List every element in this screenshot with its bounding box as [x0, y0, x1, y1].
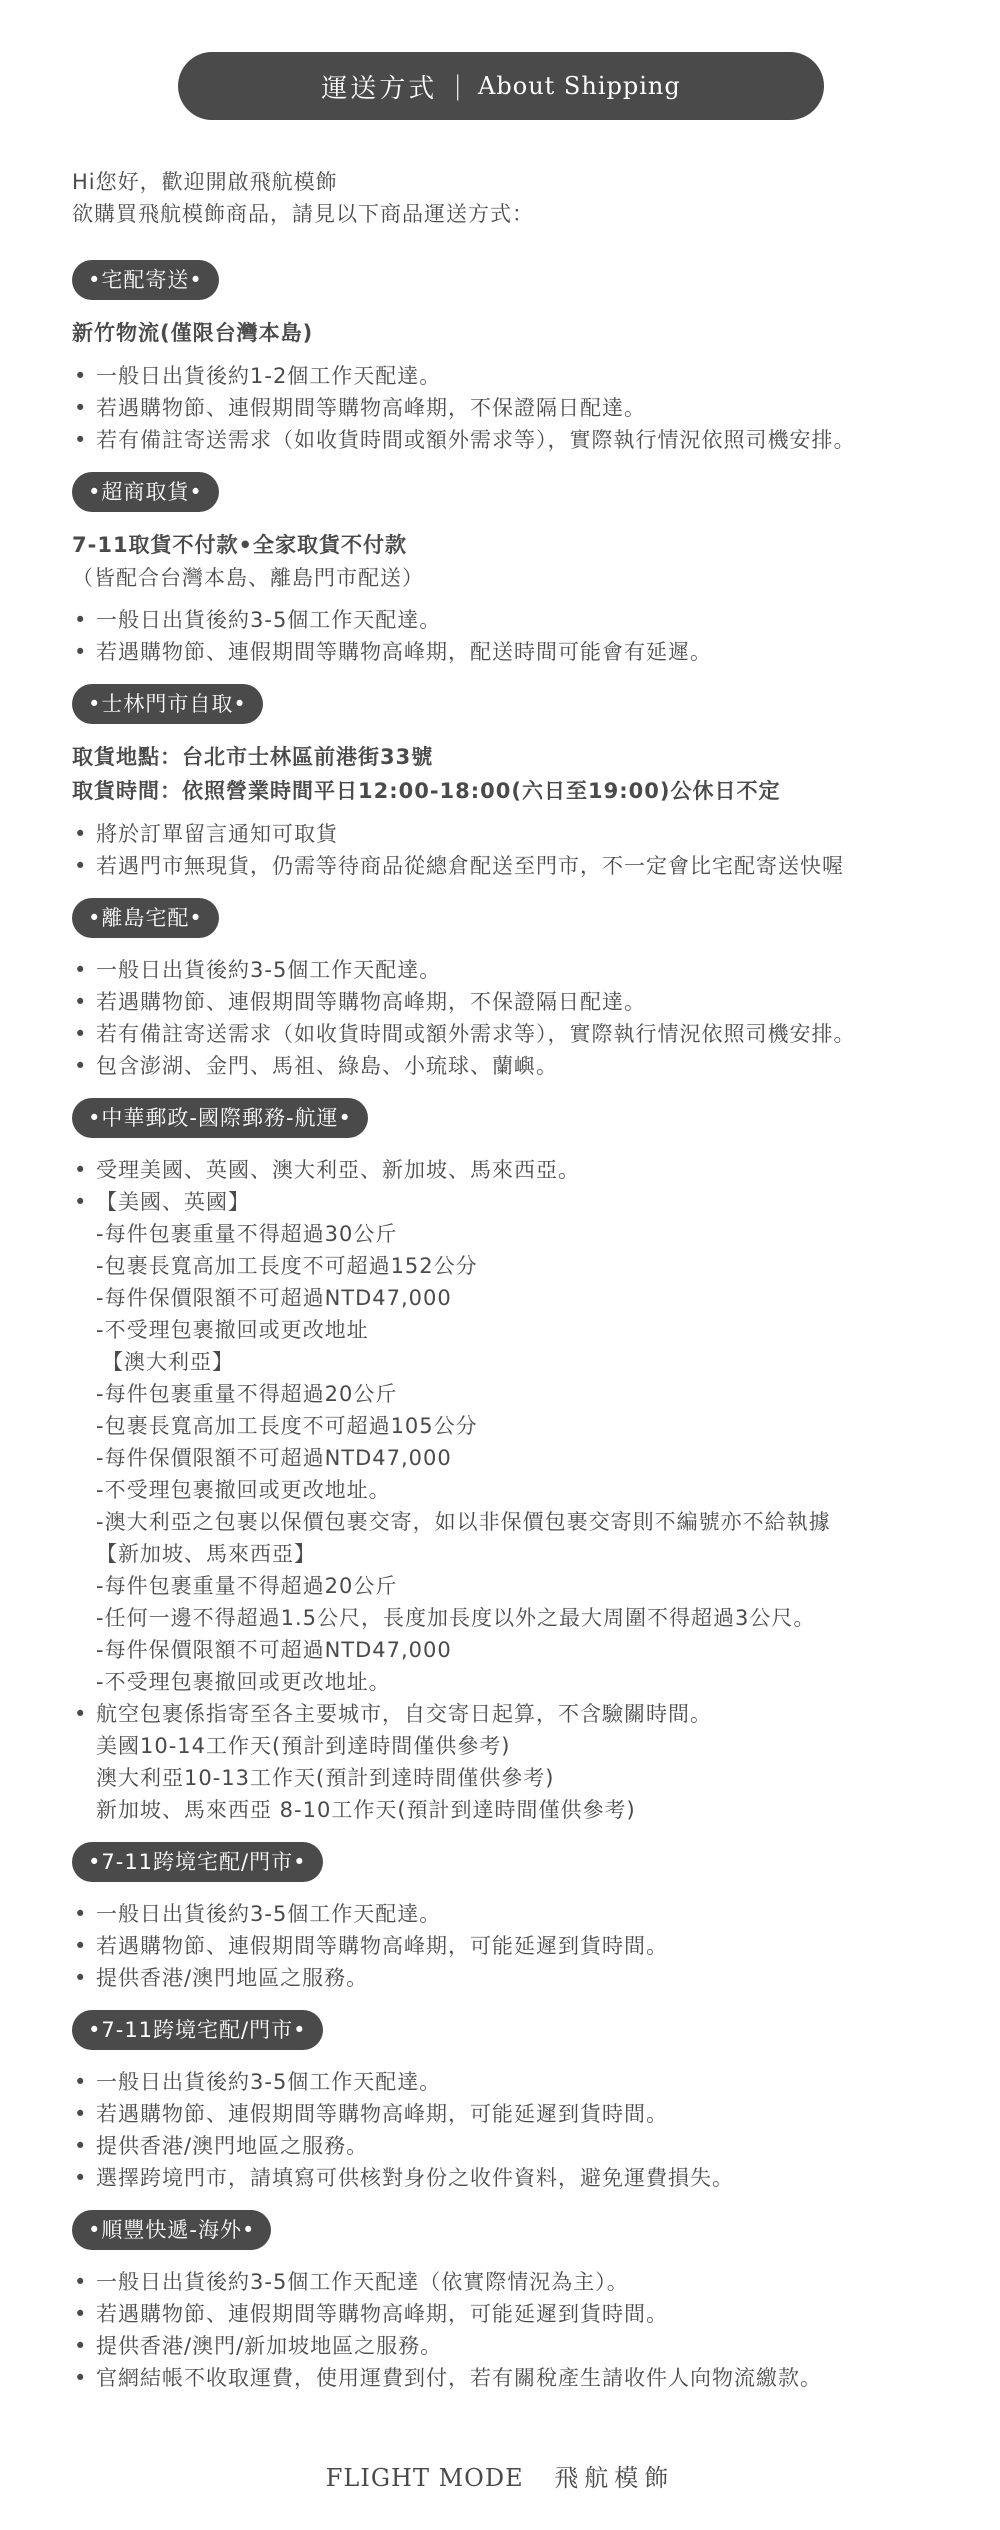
section-international-post [72, 1098, 972, 1826]
sg-rule: -每件保價限額不可超過NTD47,000 [96, 1638, 452, 1662]
list-item: • 包含澎湖、金門、馬祖、綠島、小琉球、蘭嶼。 [72, 1050, 972, 1082]
section-badge: •宅配寄送• [72, 260, 219, 300]
section-cross-border-2 [72, 2010, 972, 2194]
us-rule: -包裹長寬高加工長度不可超過152公分 [96, 1254, 478, 1278]
list-item: • 選擇跨境門市，請填寫可供核對身份之收件資料，避免運費損失。 [72, 2162, 972, 2194]
section-cross-border-1 [72, 1842, 972, 1994]
au-rule: -不受理包裹撤回或更改地址。 [96, 1478, 391, 1502]
section-badge: •7-11跨境宅配/門市• [72, 1842, 323, 1882]
list-item: • 一般日出貨後約3-5個工作天配達。 [72, 2066, 972, 2098]
list-item: • 若遇購物節、連假期間等購物高峰期，可能延遲到貨時間。 [72, 2098, 972, 2130]
section-badge: •順豐快遞-海外• [72, 2210, 271, 2250]
section-shilin-pickup [72, 684, 972, 882]
brand-name-english: FLIGHT MODE [325, 2464, 524, 2492]
list-item: • 若遇購物節、連假期間等購物高峰期，不保證隔日配達。 [72, 392, 972, 424]
list-item: • 提供香港/澳門地區之服務。 [72, 2130, 972, 2162]
list-item: • 若遇購物節、連假期間等購物高峰期，可能延遲到貨時間。 [72, 2298, 972, 2330]
list-item: • 若遇購物節、連假期間等購物高峰期，配送時間可能會有延遲。 [72, 636, 972, 668]
intro-greeting: Hi您好，歡迎開啟飛航模飾 [72, 170, 338, 194]
pickup-hours: 取貨時間：依照營業時間平日12:00-18:00(六日至19:00)公休日不定 [72, 779, 781, 803]
section-note: （皆配合台灣本島、離島門市配送） [72, 566, 424, 590]
section-home-delivery [72, 260, 972, 456]
list-item: • 若遇購物節、連假期間等購物高峰期，不保證隔日配達。 [72, 986, 972, 1018]
bullet-list [72, 1154, 972, 1218]
sg-heading: 【新加坡、馬來西亞】 [96, 1542, 316, 1566]
list-item: • 提供香港/澳門地區之服務。 [72, 1962, 972, 1994]
au-rule: -澳大利亞之包裹以保價包裹交寄，如以非保價包裹交寄則不編號亦不給執據 [96, 1510, 831, 1534]
transit-time: 新加坡、馬來西亞 8-10工作天(預計到達時間僅供參考) [96, 1798, 636, 1822]
section-badge: •士林門市自取• [72, 684, 263, 724]
section-badge: •離島宅配• [72, 898, 219, 938]
bullet-list [72, 1698, 972, 1730]
au-rule: -每件保價限額不可超過NTD47,000 [96, 1446, 452, 1470]
footer-brand [0, 2458, 1000, 2493]
list-item: • 若遇門市無現貨，仍需等待商品從總倉配送至門市，不一定會比宅配寄送快喔 [72, 850, 972, 882]
section-sf-express [72, 2210, 972, 2394]
list-item: • 受理美國、英國、澳大利亞、新加坡、馬來西亞。 [72, 1154, 972, 1186]
au-heading: 【澳大利亞】 [102, 1350, 234, 1374]
brand-name-chinese: 飛航模飾 [554, 2464, 675, 2492]
bullet-list [72, 2066, 972, 2194]
au-rule: -包裹長寬高加工長度不可超過105公分 [96, 1414, 478, 1438]
sg-rule: -每件包裹重量不得超過20公斤 [96, 1574, 398, 1598]
bullet-list [72, 818, 972, 882]
list-item: • 【美國、英國】 [72, 1186, 972, 1218]
transit-time: 澳大利亞10-13工作天(預計到達時間僅供參考) [96, 1766, 555, 1790]
list-item: • 一般日出貨後約3-5個工作天配達（依實際情況為主）。 [72, 2266, 972, 2298]
list-item: • 一般日出貨後約3-5個工作天配達。 [72, 604, 972, 636]
us-rule: -每件包裹重量不得超過30公斤 [96, 1222, 398, 1246]
us-rule: -每件保價限額不可超過NTD47,000 [96, 1286, 452, 1310]
transit-time: 美國10-14工作天(預計到達時間僅供參考) [96, 1734, 511, 1758]
au-rule: -每件包裹重量不得超過20公斤 [96, 1382, 398, 1406]
bullet-list [72, 360, 972, 456]
list-item: • 若遇購物節、連假期間等購物高峰期，可能延遲到貨時間。 [72, 1930, 972, 1962]
title-english: About Shipping [478, 72, 681, 100]
list-item: • 官網結帳不收取運費，使用運費到付，若有關稅產生請收件人向物流繳款。 [72, 2362, 972, 2394]
section-store-pickup [72, 472, 972, 668]
section-badge: •中華郵政-國際郵務-航運• [72, 1098, 368, 1138]
section-badge: •7-11跨境宅配/門市• [72, 2010, 323, 2050]
list-item: • 航空包裹係指寄至各主要城市，自交寄日起算，不含驗關時間。 [72, 1698, 972, 1730]
list-item: • 一般日出貨後約3-5個工作天配達。 [72, 1898, 972, 1930]
list-item: • 一般日出貨後約3-5個工作天配達。 [72, 954, 972, 986]
title-chinese: 運送方式 [321, 73, 438, 104]
page-title-banner [178, 52, 824, 120]
list-item: • 提供香港/澳門/新加坡地區之服務。 [72, 2330, 972, 2362]
list-item: • 若有備註寄送需求（如收貨時間或額外需求等），實際執行情況依照司機安排。 [72, 424, 972, 456]
bullet-list [72, 604, 972, 668]
pickup-address: 取貨地點：台北市士林區前港街33號 [72, 745, 434, 769]
bullet-list [72, 2266, 972, 2394]
section-island-delivery [72, 898, 972, 1082]
list-item: • 若有備註寄送需求（如收貨時間或額外需求等），實際執行情況依照司機安排。 [72, 1018, 972, 1050]
shipping-content [72, 166, 972, 2410]
intro-instruction: 欲購買飛航模飾商品，請見以下商品運送方式： [72, 202, 534, 226]
section-badge: •超商取貨• [72, 472, 219, 512]
sg-rule: -不受理包裹撤回或更改地址。 [96, 1670, 391, 1694]
us-rule: -不受理包裹撤回或更改地址 [96, 1318, 369, 1342]
list-item: • 一般日出貨後約1-2個工作天配達。 [72, 360, 972, 392]
section-title: 7-11取貨不付款•全家取貨不付款 [72, 533, 407, 557]
section-title: 新竹物流(僅限台灣本島) [72, 321, 314, 345]
sg-rule: -任何一邊不得超過1.5公尺，長度加長度以外之最大周圍不得超過3公尺。 [96, 1606, 816, 1630]
bullet-list [72, 954, 972, 1082]
bullet-list [72, 1898, 972, 1994]
title-separator: | [453, 71, 463, 101]
intro [72, 166, 972, 230]
list-item: • 將於訂單留言通知可取貨 [72, 818, 972, 850]
